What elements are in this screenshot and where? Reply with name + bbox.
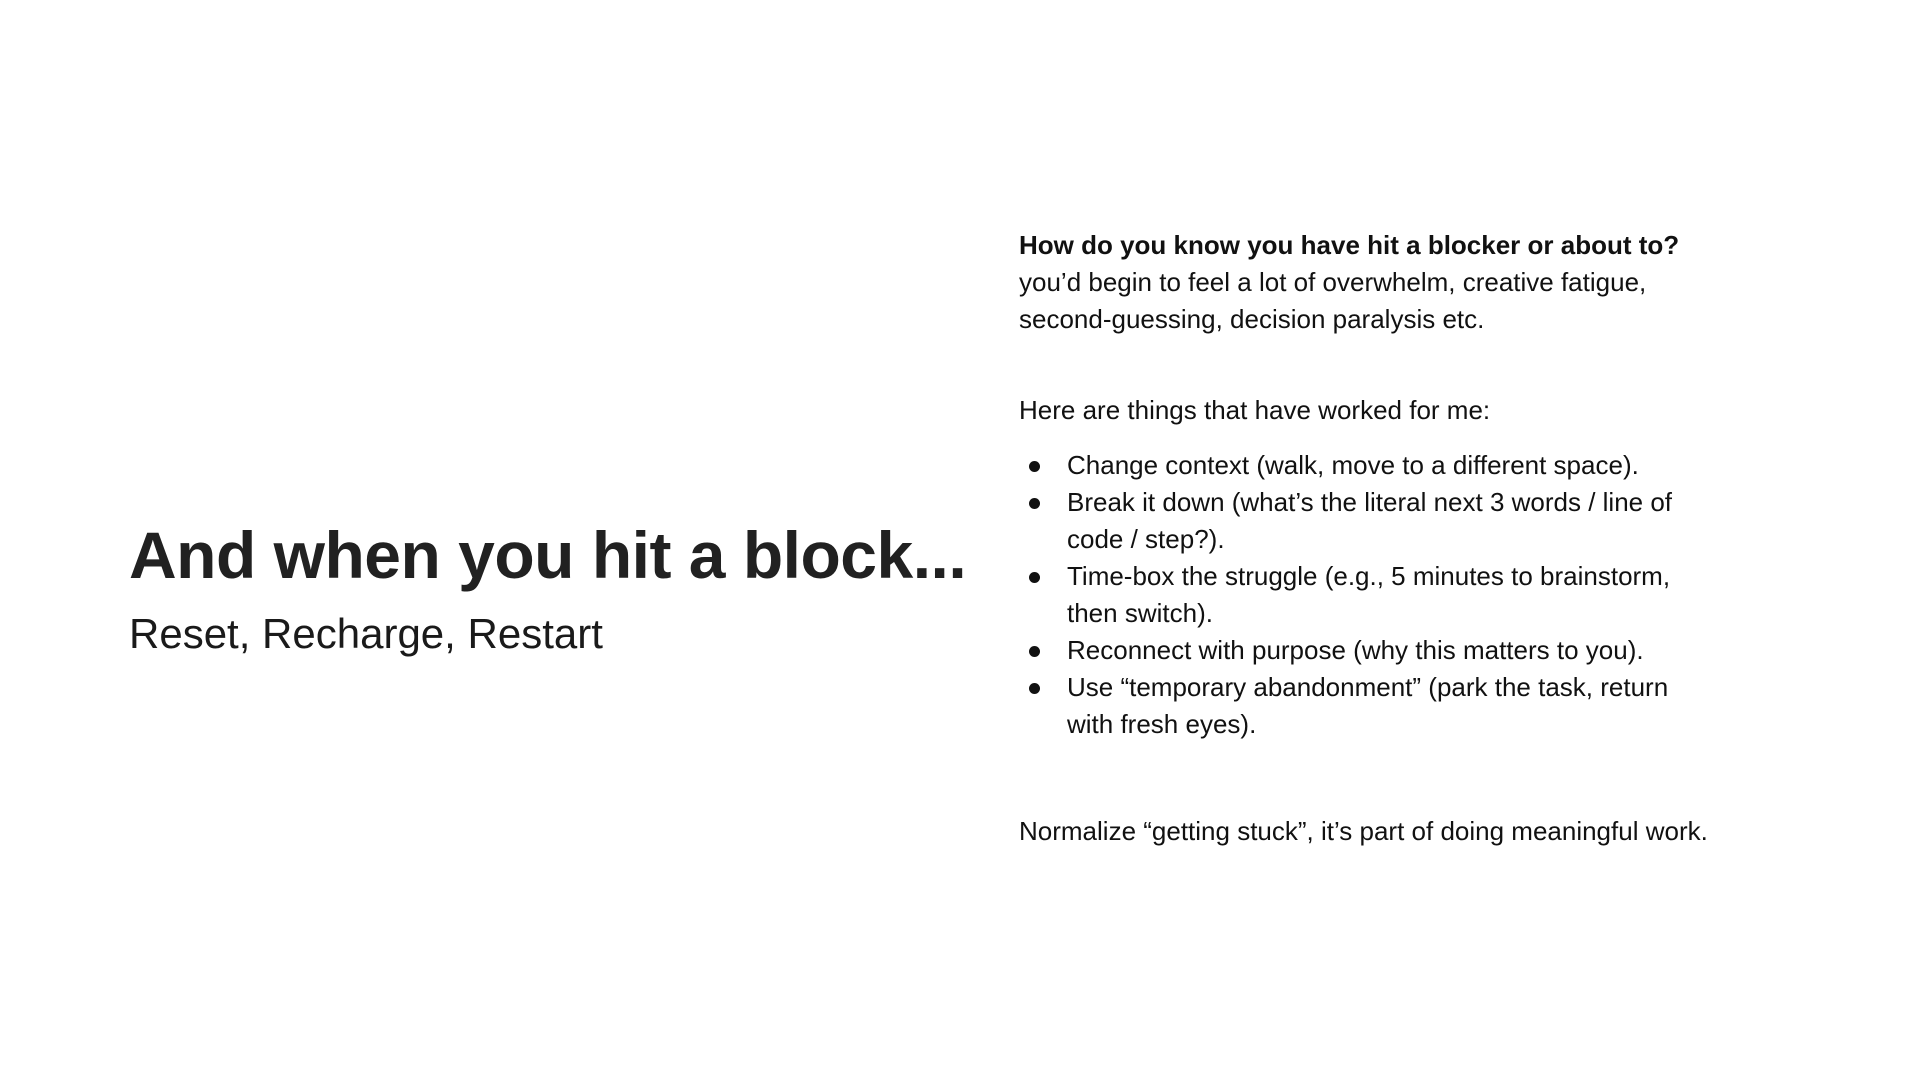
list-item — [1019, 447, 1719, 484]
list-item-text: Time-box the struggle (e.g., 5 minutes to brainstorm, then switch). — [1067, 561, 1671, 628]
list-item-text: Use “temporary abandonment” (park the task, return with fresh eyes). — [1067, 672, 1669, 739]
intro-question: How do you know you have hit a blocker or about to? — [1019, 230, 1680, 260]
title-block — [129, 515, 967, 659]
body-text-block — [1019, 227, 1719, 850]
intro-rest: you’d begin to feel a lot of overwhelm, creative fatigue, second-guessing, decision paralysis etc. — [1019, 267, 1647, 334]
slide-title: And when you hit a block... — [129, 518, 967, 592]
bullet-icon — [1029, 646, 1040, 657]
lead-paragraph: Here are things that have worked for me: — [1019, 395, 1491, 425]
bullet-icon — [1029, 683, 1040, 694]
spacer — [1019, 743, 1719, 813]
bullet-icon — [1029, 461, 1040, 472]
intro-paragraph — [1019, 227, 1719, 338]
spacer — [1019, 429, 1719, 447]
list-item-text: Reconnect with purpose (why this matters to you). — [1067, 635, 1644, 665]
bullet-icon — [1029, 498, 1040, 509]
list-item — [1019, 669, 1719, 743]
closing-paragraph: Normalize “getting stuck”, it’s part of doing meaningful work. — [1019, 816, 1708, 846]
list-item-text: Change context (walk, move to a different space). — [1067, 450, 1639, 480]
list-item — [1019, 632, 1719, 669]
list-item — [1019, 558, 1719, 632]
list-item-text: Break it down (what’s the literal next 3 words / line of code / step?). — [1067, 487, 1673, 554]
tips-list — [1019, 447, 1719, 743]
spacer — [1019, 338, 1719, 392]
slide-subtitle: Reset, Recharge, Restart — [129, 610, 603, 657]
bullet-icon — [1029, 572, 1040, 583]
list-item — [1019, 484, 1719, 558]
